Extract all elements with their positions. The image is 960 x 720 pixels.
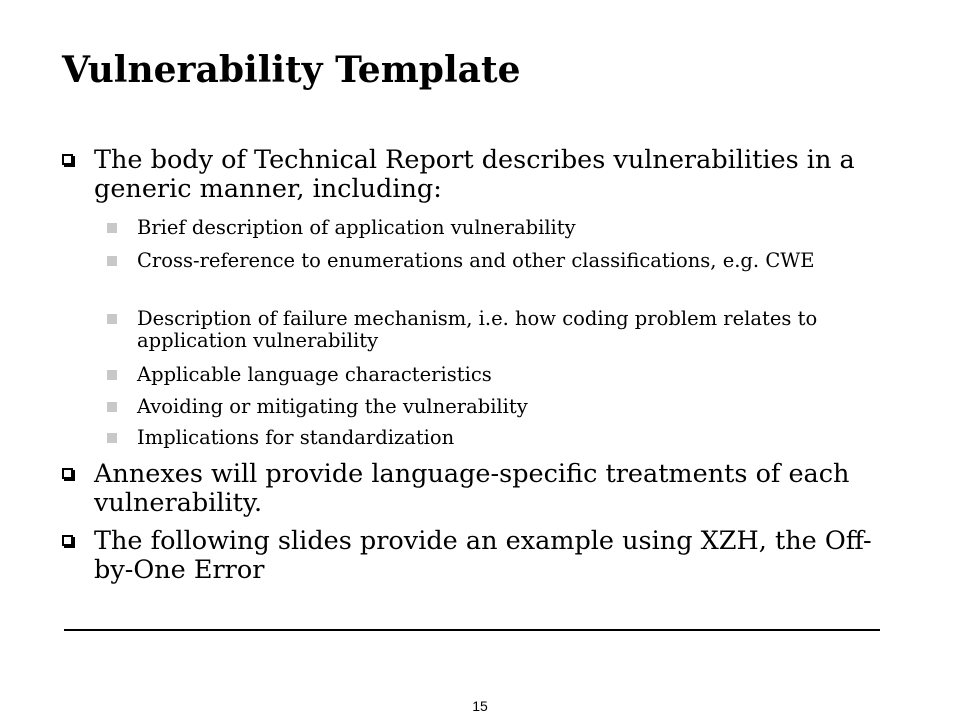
square-bullet-icon [107,256,117,266]
sub-bullet-text: Avoiding or mitigating the vulnerability [137,395,528,418]
sub-bullet-item [107,427,897,449]
footer-divider [64,629,880,631]
sub-bullet-item [107,250,897,272]
bullet-item [62,146,902,204]
square-bullet-icon [107,314,117,324]
sub-bullet-item [107,364,897,386]
page-number: 15 [472,698,488,714]
bullet-item [62,460,902,518]
bullet-text: Annexes will provide language-specific treatments of each vulnerability. [94,459,850,518]
square-bullet-icon [107,433,117,443]
sub-bullet-item [107,308,897,352]
sub-bullet-item [107,217,897,239]
sub-bullet-text: Implications for standardization [137,426,455,449]
square-bullet-icon [107,223,117,233]
bullet-text: The body of Technical Report describes vulnerabilities in a generic manner, including: [94,145,855,204]
checkbox-bullet-icon [62,468,73,479]
slide-title: Vulnerability Template [62,49,521,91]
checkbox-bullet-icon [62,535,73,546]
sub-bullet-text: Applicable language characteristics [137,363,492,386]
sub-bullet-text: Cross-reference to enumerations and other classifications, e.g. CWE [137,249,815,272]
sub-bullet-item [107,396,897,418]
square-bullet-icon [107,402,117,412]
checkbox-bullet-icon [62,154,73,165]
sub-bullet-text: Brief description of application vulnerability [137,216,576,239]
bullet-item [62,527,902,585]
square-bullet-icon [107,370,117,380]
bullet-text: The following slides provide an example using XZH, the Off-by-One Error [94,526,872,585]
sub-bullet-text: Description of failure mechanism, i.e. how coding problem relates to application vulnerability [137,307,818,352]
